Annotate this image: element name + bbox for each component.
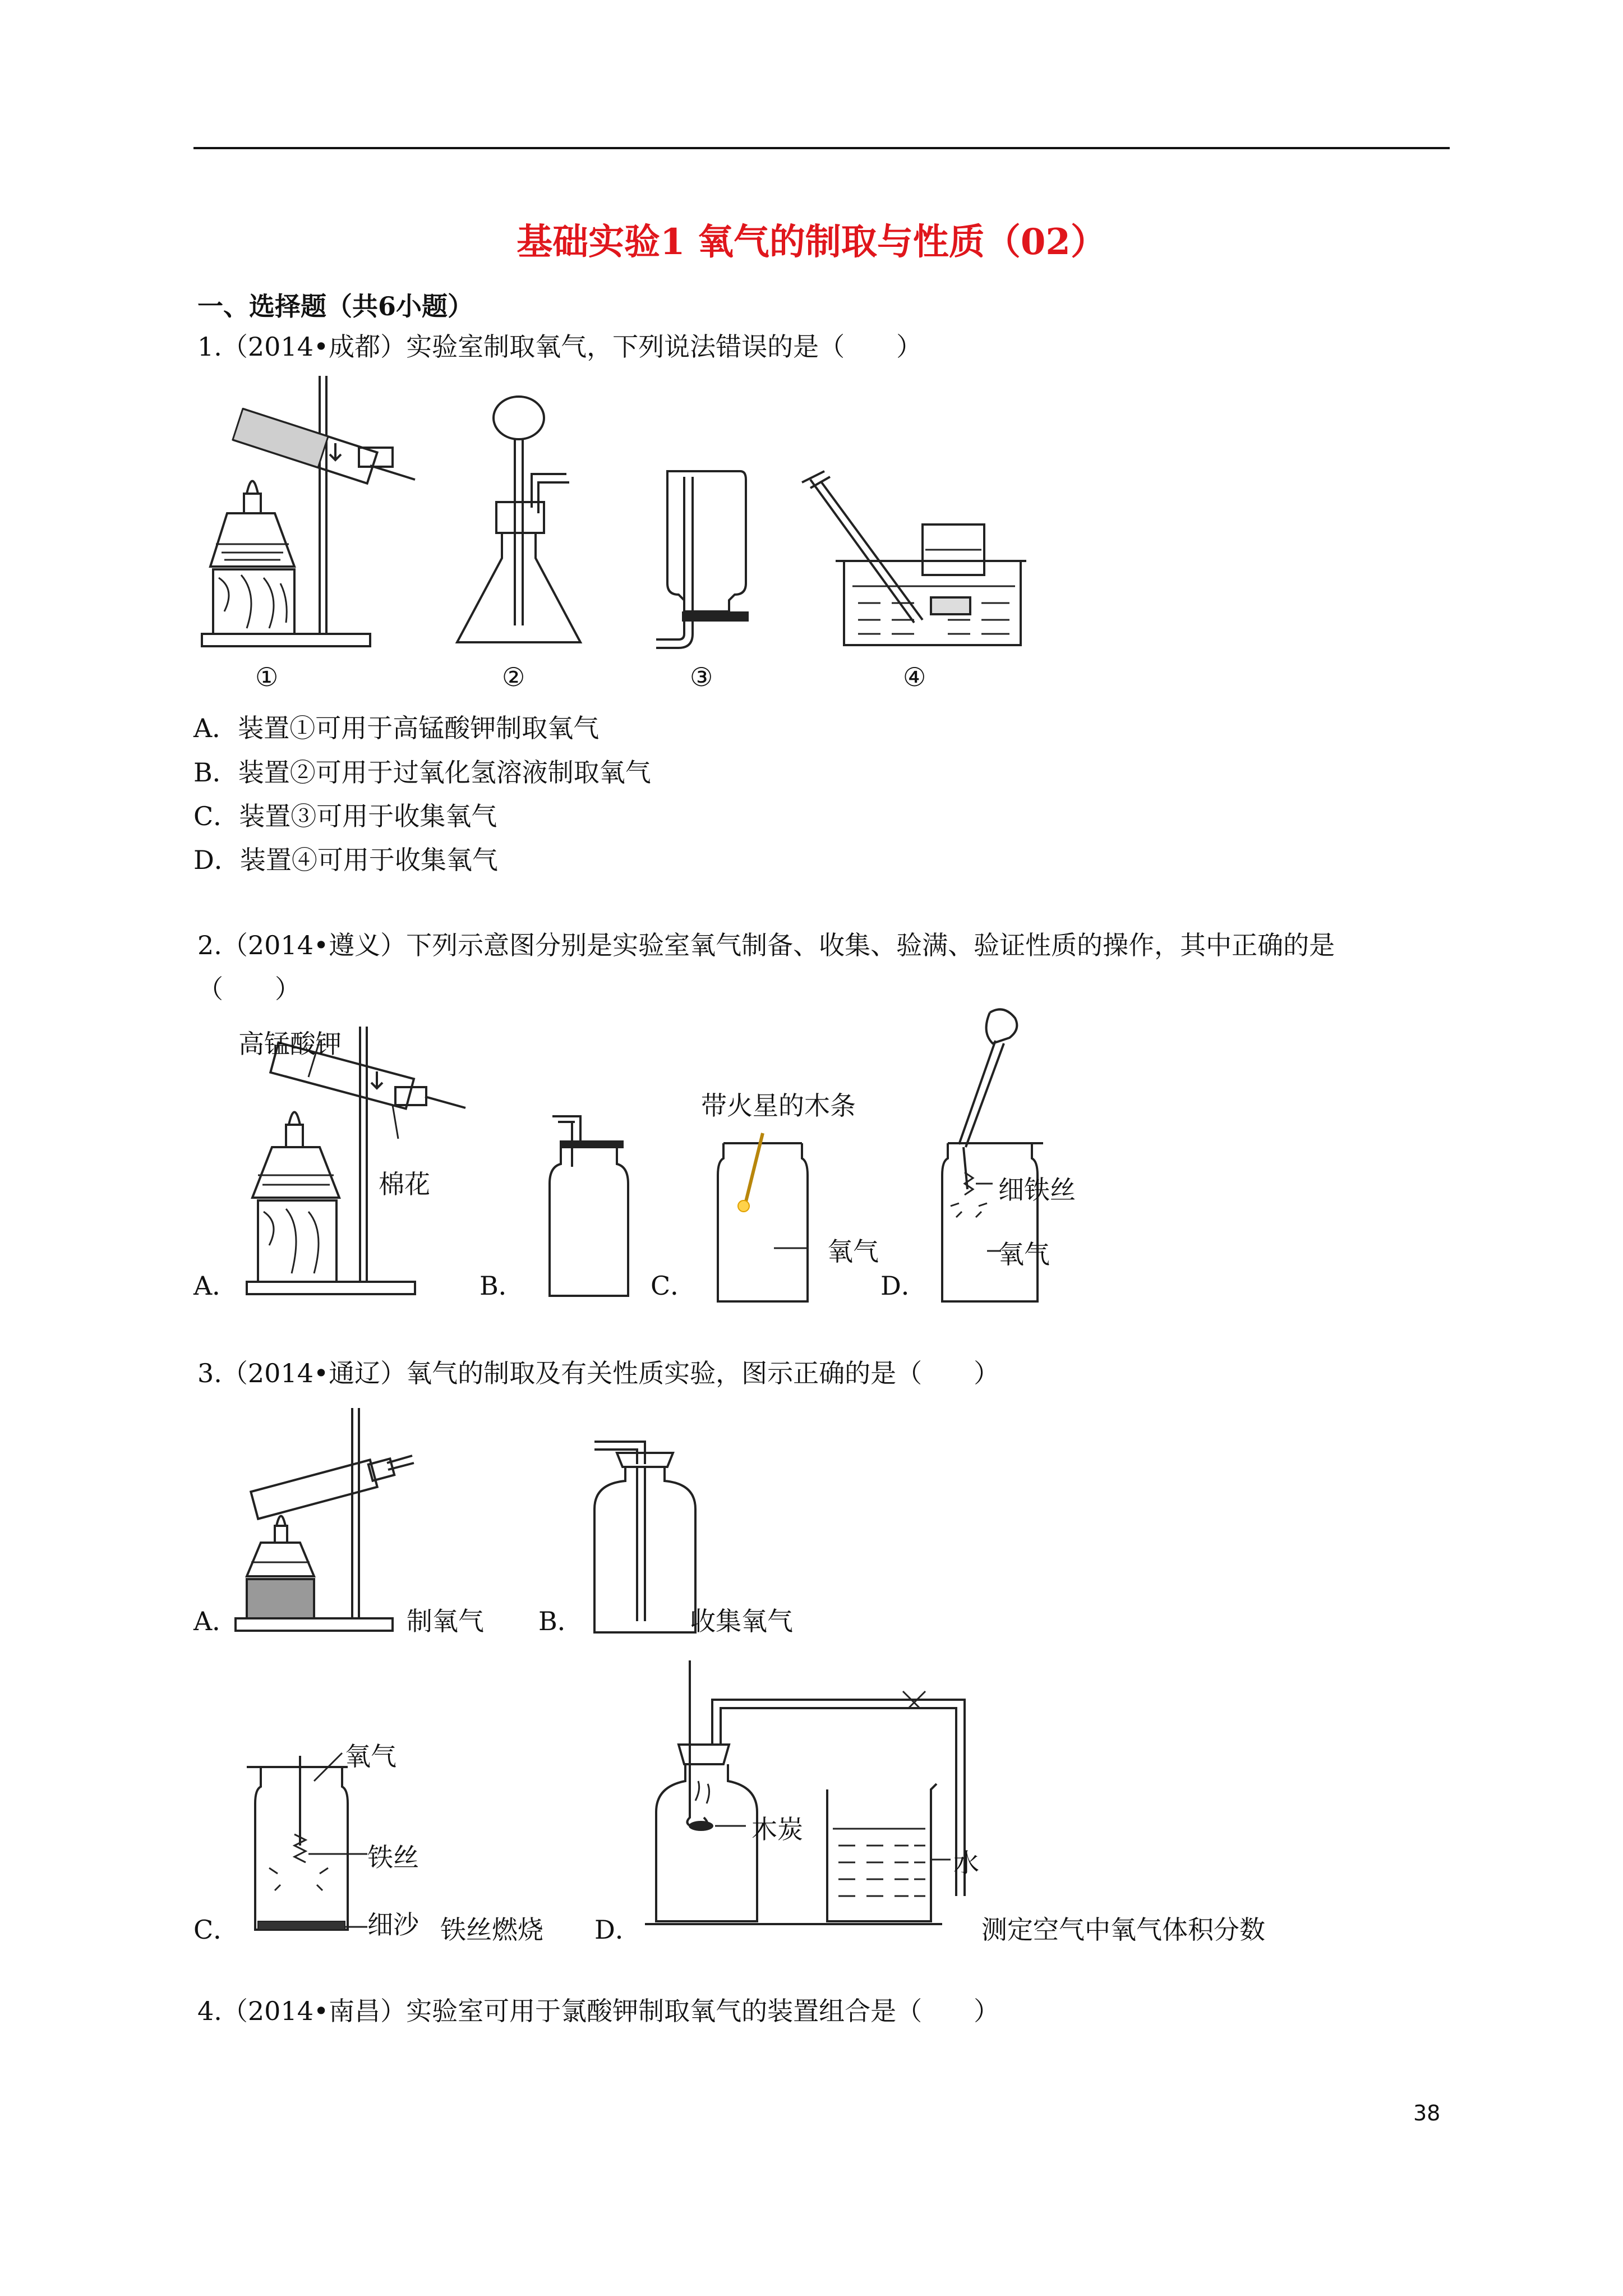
q2-figure-b-gas-bottle [538, 1116, 639, 1307]
q1-figure-number-1: ① [255, 662, 279, 692]
q1-figure-3-inverted-bottle [645, 466, 791, 656]
q3-figure-d-oxygen-volume-measurement [645, 1660, 1038, 1941]
section-heading: 一、选择题（共6小题） [197, 291, 474, 321]
q2-label-oxygen-d: 氧气 [998, 1239, 1050, 1269]
q1-figure-number-3: ③ [690, 662, 713, 692]
q2-option-c-letter: C． [651, 1271, 697, 1301]
q1-figure-4-water-trough [796, 466, 1021, 656]
page-title: 基础实验1 氧气的制取与性质（02） [517, 221, 1106, 263]
q3-label-fine-sand: 细沙 [367, 1910, 419, 1940]
q2-label-kmno4: 高锰酸钾 [238, 1029, 342, 1059]
q1-option-a: A．装置①可用于高锰酸钾制取氧气 [193, 713, 600, 743]
q1-figure-number-2: ② [502, 662, 525, 692]
q4-stem: 4.（2014•南昌）实验室可用于氯酸钾制取氧气的装置组合是（ ） [197, 1996, 1000, 2026]
q2-option-b-letter: B． [479, 1271, 524, 1301]
page-number: 38 [1413, 2101, 1441, 2125]
q3-option-c-letter: C． [193, 1915, 239, 1945]
q2-label-iron-wire: 细铁丝 [998, 1175, 1076, 1205]
q3-stem: 3.（2014•通辽）氧气的制取及有关性质实验，图示正确的是（ ） [197, 1358, 1000, 1388]
q1-stem: 1.（2014•成都）实验室制取氧气，下列说法错误的是（ ） [197, 332, 923, 362]
q1-figure-number-4: ④ [903, 662, 926, 692]
q3-option-a-letter: A． [193, 1606, 238, 1636]
q2-figure-a-heating-kmno4 [230, 1027, 482, 1307]
q3-label-oxygen: 氧气 [345, 1741, 396, 1772]
q3-label-charcoal: 木炭 [751, 1814, 803, 1844]
q3-label-iron-wire: 铁丝 [367, 1842, 419, 1872]
q2-stem-line1: 2.（2014•遵义）下列示意图分别是实验室氧气制备、收集、验满、验证性质的操作，其中正确的是 [197, 930, 1335, 960]
q3-label-water: 水 [953, 1848, 979, 1878]
q1-figure-1-heating-apparatus [191, 376, 426, 668]
q2-label-oxygen-c: 氧气 [827, 1236, 879, 1267]
q1-option-b: B．装置②可用于过氧化氢溶液制取氧气 [193, 757, 651, 788]
q3-option-b-letter: B． [538, 1606, 583, 1636]
q2-stem-line2: （ ） [197, 974, 301, 1004]
q3-figure-a-oxygen-preparation [236, 1408, 421, 1638]
q3-caption-d: 测定空气中氧气体积分数 [981, 1915, 1265, 1945]
q3-option-d-letter: D． [594, 1915, 641, 1945]
q2-label-cotton: 棉花 [379, 1169, 430, 1199]
q1-figure-2-conical-flask [449, 390, 594, 659]
q1-option-d: D．装置④可用于收集氧气 [193, 845, 498, 875]
header-rule [193, 147, 1450, 149]
q2-option-d-letter: D． [880, 1271, 927, 1301]
q3-caption-b: 收集氧气 [690, 1606, 793, 1636]
q3-figure-b-gas-collection [589, 1442, 701, 1638]
q2-label-splint: 带火星的木条 [701, 1091, 856, 1121]
q3-caption-c: 铁丝燃烧 [440, 1915, 543, 1945]
q3-caption-a: 制氧气 [407, 1606, 484, 1636]
q2-figure-c-splint-test [707, 1133, 819, 1307]
q3-figure-c-iron-combustion [247, 1733, 359, 1935]
q2-option-a-letter: A． [193, 1271, 238, 1301]
q1-option-c: C．装置③可用于收集氧气 [193, 801, 497, 831]
